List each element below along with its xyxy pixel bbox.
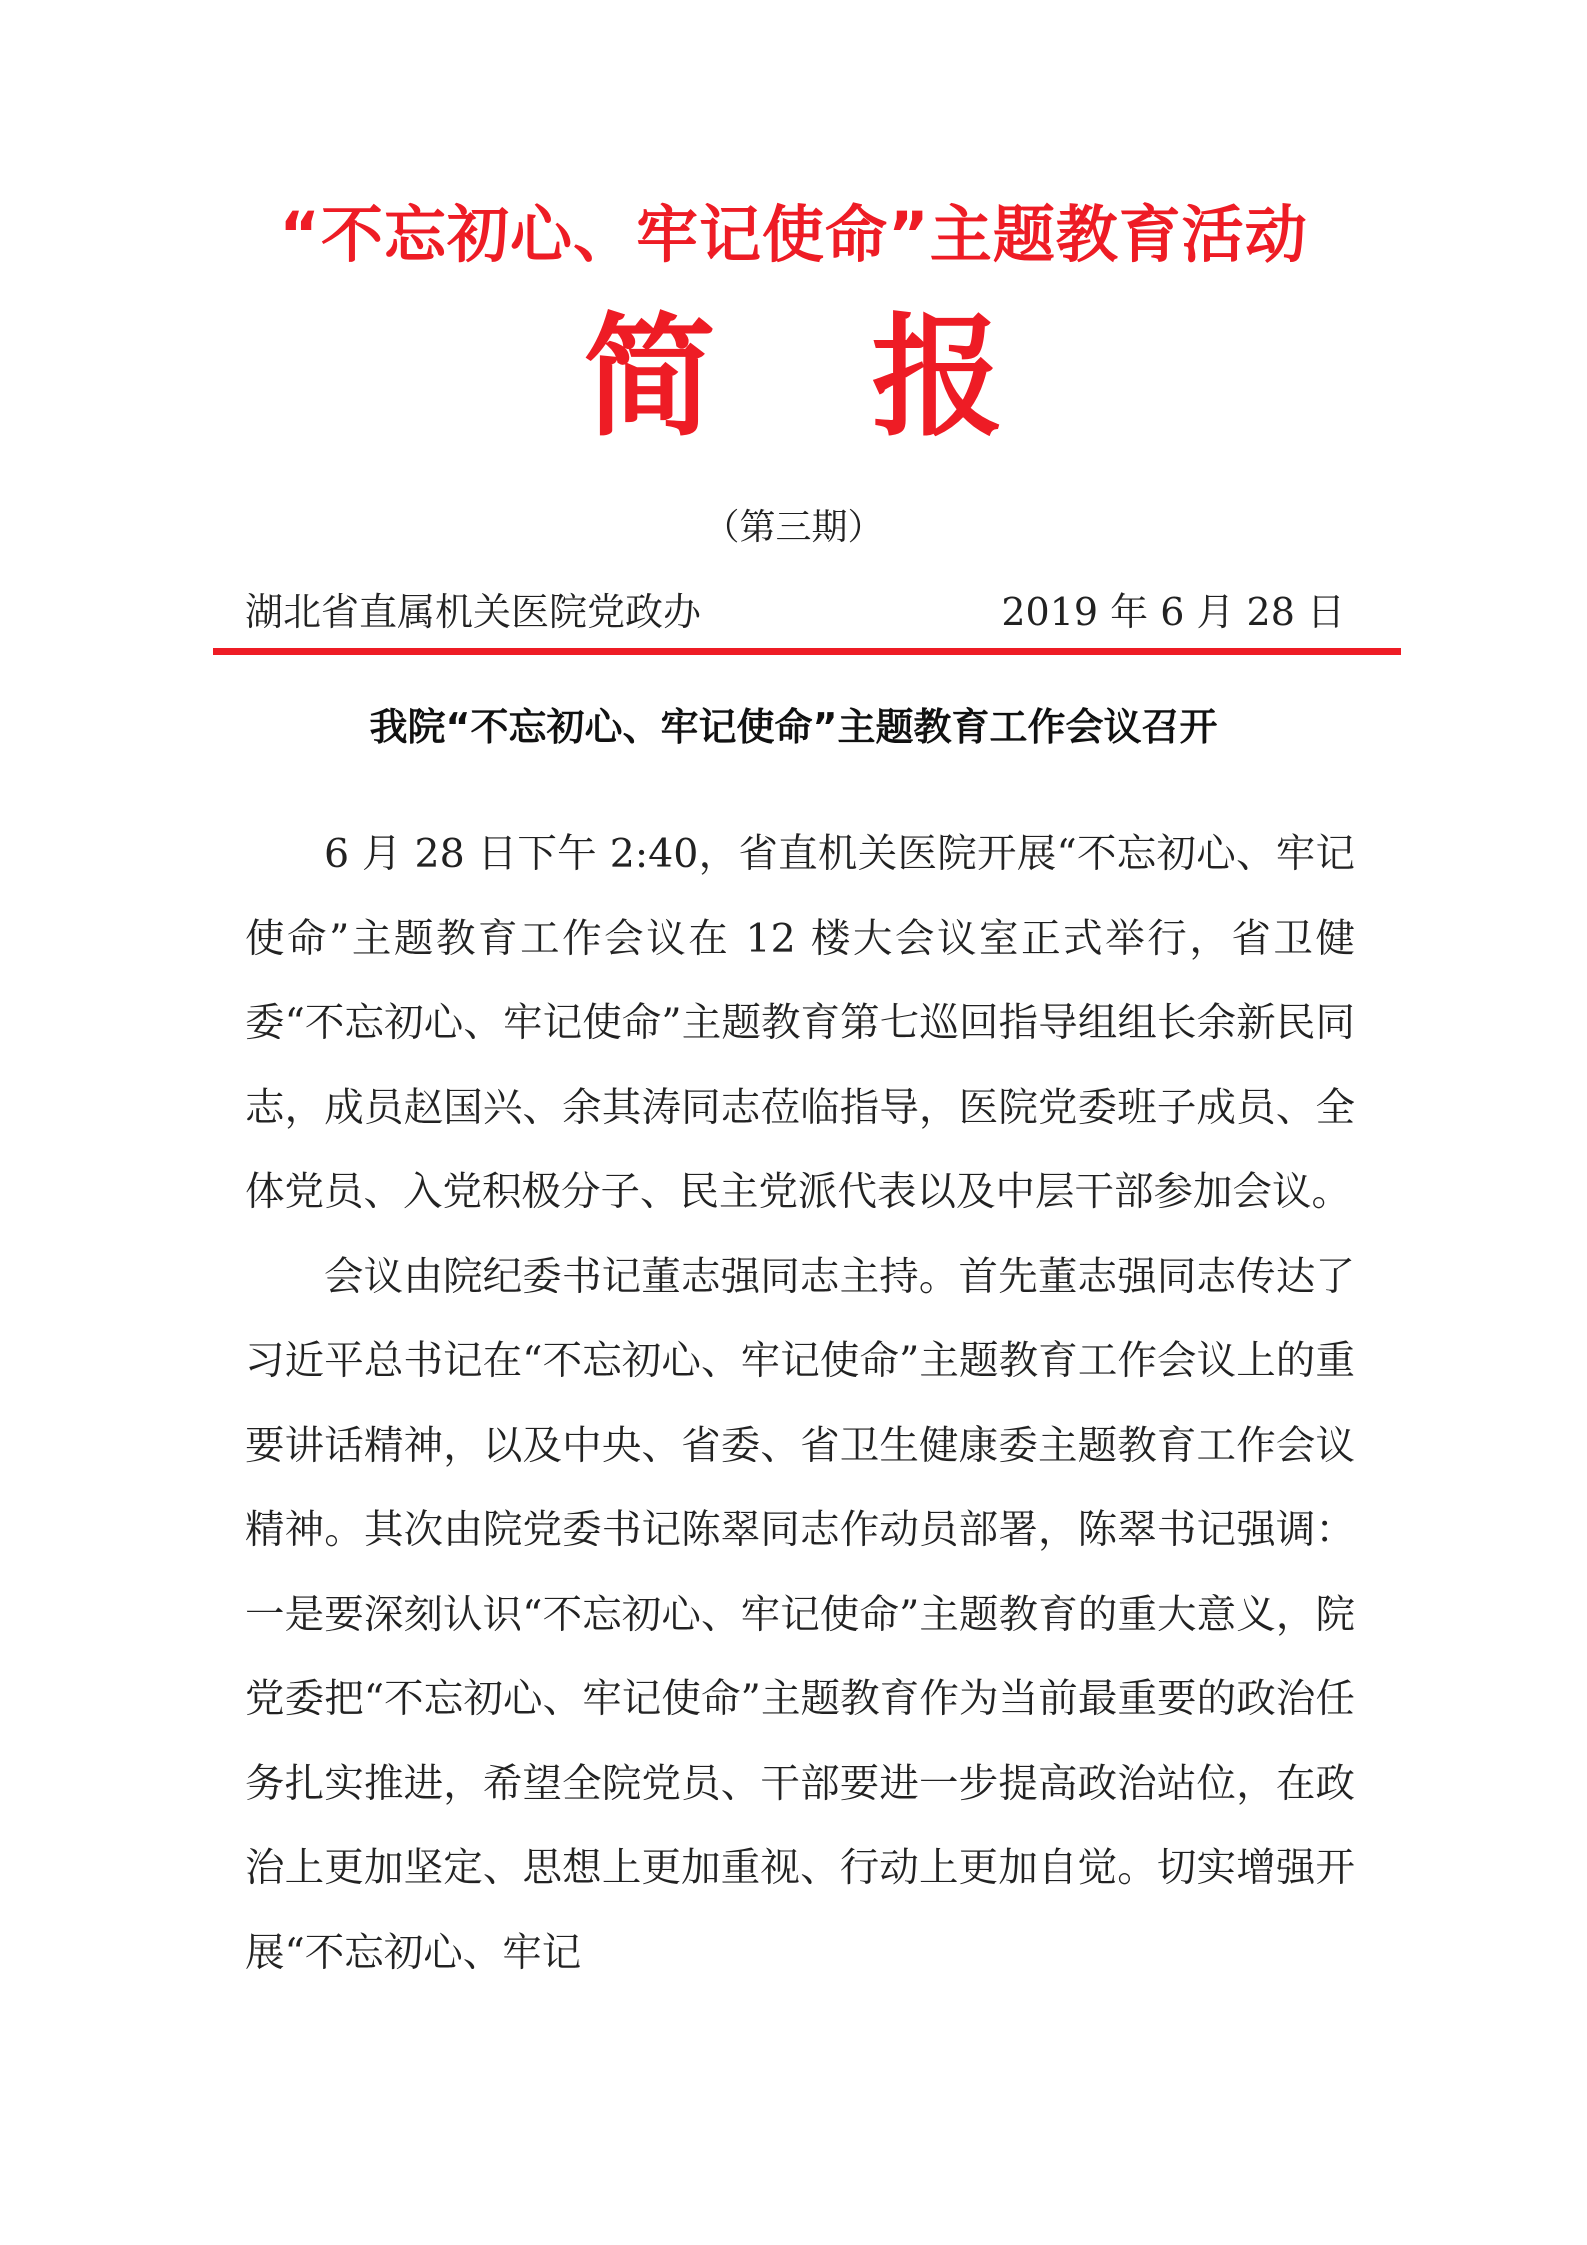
bulletin-masthead xyxy=(0,298,1587,458)
article-body xyxy=(245,812,1355,1995)
paragraph: 6 月 28 日下午 2:40，省直机关医院开展“不忘初心、牢记使命”主题教育工作会议在 12 楼大会议室正式举行，省卫健委“不忘初心、牢记使命”主题教育第七巡回指导组组长余新民同志，成员赵国兴、余其涛同志莅临指导，医院党委班子成员、全体党员、入党积极分子、民主党派代表以及中层干部参加会议。 xyxy=(245,831,1355,1215)
bulletin-meta-row xyxy=(245,582,1345,642)
issue-date: 2019 年 6 月 28 日 xyxy=(1001,590,1345,634)
red-divider-line xyxy=(213,648,1401,655)
masthead-char-2: 报 xyxy=(871,301,1004,455)
bulletin-header-title: “不忘初心、牢记使命”主题教育活动 xyxy=(279,198,1308,271)
issue-number: （第三期） xyxy=(703,507,884,548)
issuer-name: 湖北省直属机关医院党政办 xyxy=(245,590,702,634)
masthead-char-1: 简 xyxy=(583,301,716,455)
article-title: 我院“不忘初心、牢记使命”主题教育工作会议召开 xyxy=(369,705,1218,749)
paragraph: 会议由院纪委书记董志强同志主持。首先董志强同志传达了习近平总书记在“不忘初心、牢记使命”主题教育工作会议上的重要讲话精神，以及中央、省委、省卫生健康委主题教育工作会议精神。其次由院党委书记陈翠同志作动员部署，陈翠书记强调：一是要深刻认识“不忘初心、牢记使命”主题教育的重大意义，院党委把“不忘初心、牢记使命”主题教育作为当前最重要的政治任务扎实推进，希望全院党员、干部要进一步提高政治站位，在政治上更加坚定、思想上更加重视、行动上更加自觉。切实增强开展“不忘初心、牢记 xyxy=(245,1253,1355,1976)
